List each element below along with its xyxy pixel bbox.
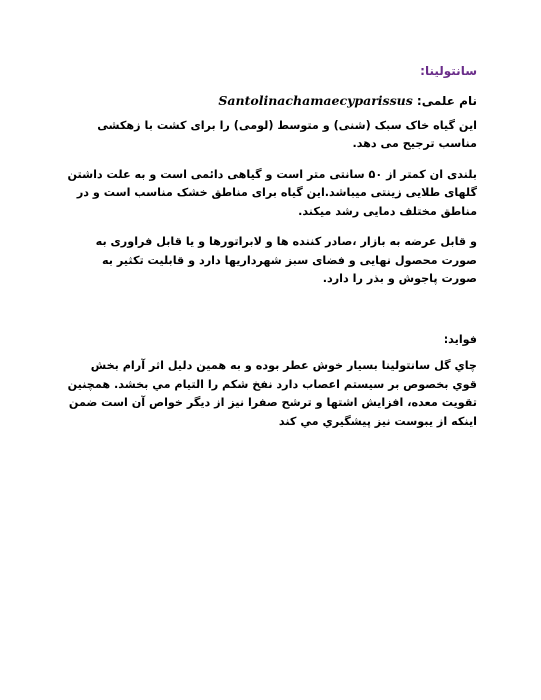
scientific-name-line — [64, 91, 477, 111]
document-title: سانتولینا: — [420, 64, 477, 78]
paragraph-benefits: چاي گل سانتولینا بسیار خوش عطر بوده و به همین دلیل اثر آرام بخش قوي بخصوص بر سیستم اعصاب دارد نفخ شکم را التیام مي بخشد. همچنین تقویت معده، افزایش اشتها و ترشح صفرا نیز از دیگر خواص آن است ضمن اینکه از یبوست نیز پیشگیري مي کند — [67, 359, 477, 428]
section-gap — [64, 301, 477, 331]
benefits-heading: فواید: — [443, 332, 477, 346]
scientific-name-value: Santolinachamaecyparissus — [218, 92, 413, 108]
paragraph-height: بلندی ان کمتر از ۵۰ سانتی متر است و گیاهی دائمی است و به علت داشتن گلهای طلایی زینتی میباشد.این گیاه برای مناطق خشک مناسب است و در مناطق مختلف دمایی رشد میکند. — [67, 167, 477, 218]
paragraph-soil: این گیاه خاک سبک (شنی) و متوسط (لومی) را برای کشت با زهکشی مناسب ترجیح می دهد. — [97, 118, 477, 150]
document-content — [64, 62, 477, 443]
scientific-name-label: نام علمی: — [416, 93, 477, 108]
paragraph-market: و قابل عرضه به بازار ،صادر کننده ها و لابراتورها و یا قابل فراوری به صورت محصول نهایی و فضای سبز شهرداریها دارد و قابلیت تکثیر به صورت پاجوش و بذر را دارد. — [95, 235, 477, 285]
